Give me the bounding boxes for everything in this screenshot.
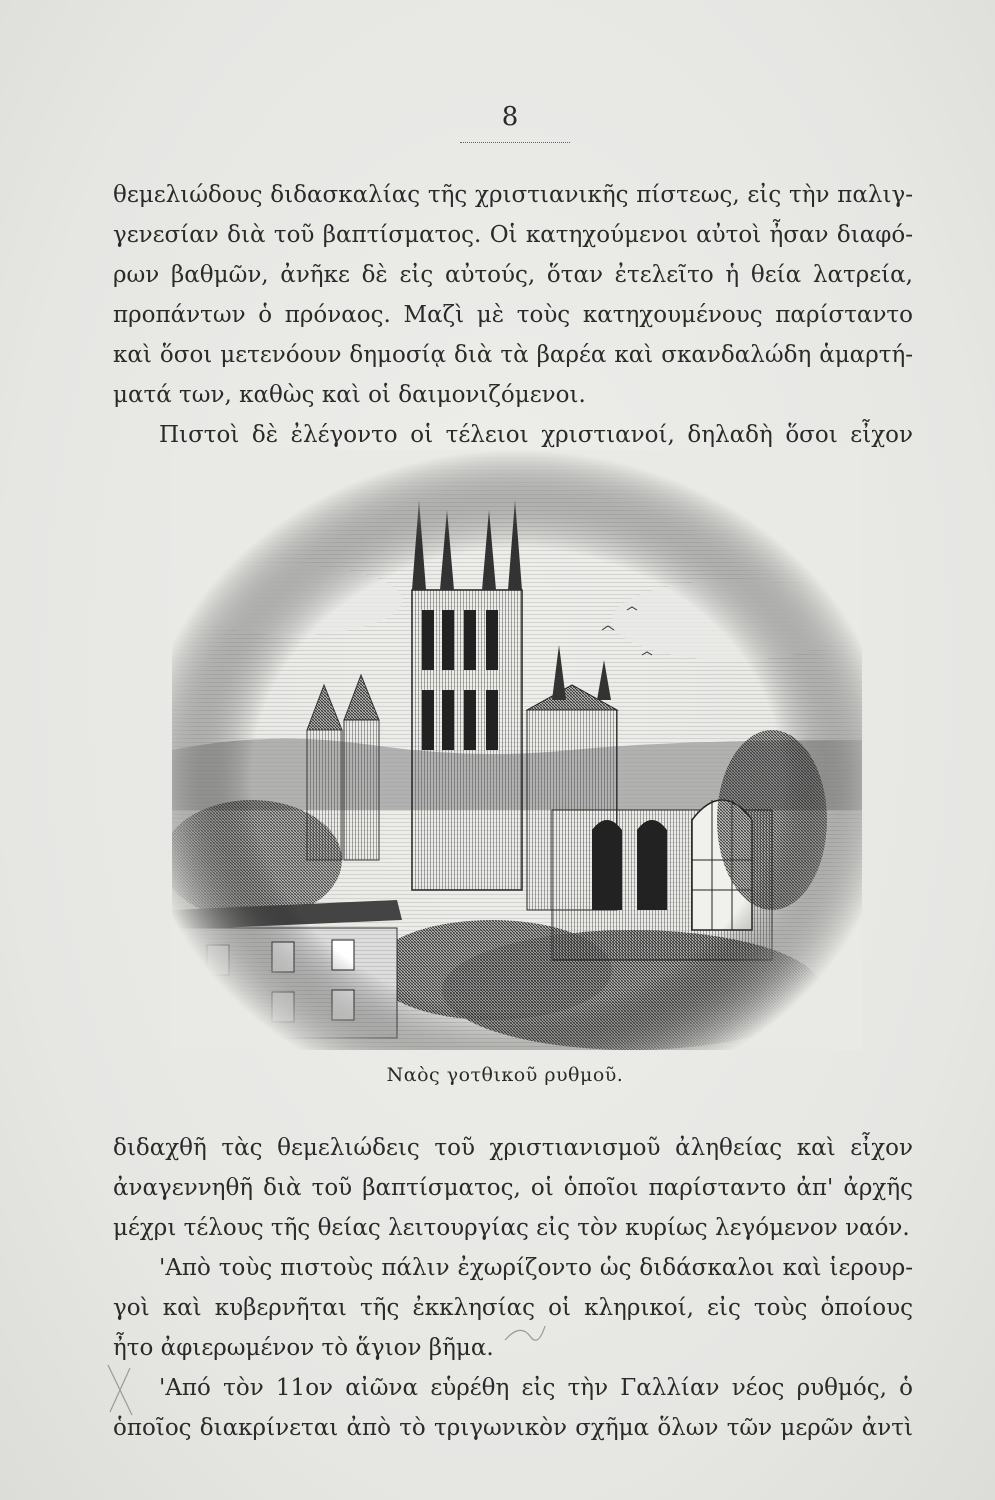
text-line: ρων βαθμῶν, ἀνῆκε δὲ εἰς αὐτούς, ὅταν ἐτελεῖτο ἡ θεία λατρεία,: [113, 262, 913, 288]
text-block-bottom: [113, 1128, 913, 1448]
page-number: 8: [501, 102, 519, 132]
text-line: διδαχθῆ τὰς θεμελιώδεις τοῦ χριστιανισμοῦ ἀληθείας καὶ εἶχον: [113, 1135, 913, 1161]
text-line: γοὶ καὶ κυβερνῆται τῆς ἐκκλησίας οἱ κληρικοί, εἰς τοὺς ὁποίους: [113, 1295, 913, 1321]
text-line: ἦτο ἀφιερωμένον τὸ ἅγιον βῆμα.: [113, 1335, 494, 1361]
text-line: ματά των, καθὼς καὶ οἱ δαιμονιζόμενοι.: [113, 382, 586, 408]
text-block-top: [113, 175, 913, 455]
text-line: 'Απὸ τοὺς πιστοὺς πάλιν ἐχωρίζοντο ὡς διδάσκαλοι καὶ ἱερουρ-: [159, 1255, 913, 1281]
text-line: γενεσίαν διὰ τοῦ βαπτίσματος. Οἱ κατηχούμενοι αὐτοὶ ἦσαν διαφό-: [113, 222, 913, 248]
pencil-check-mark: [500, 1318, 550, 1358]
text-line: ἀναγεννηθῆ διὰ τοῦ βαπτίσματος, οἱ ὁποῖοι παρίσταντο ἀπ' ἀρχῆς: [113, 1175, 913, 1201]
text-line: προπάντων ὁ πρόναος. Μαζὶ μὲ τοὺς κατηχουμένους παρίσταντο: [113, 302, 913, 328]
figure-caption: Ναὸς γοτθικοῦ ρυθμοῦ.: [386, 1064, 624, 1086]
text-line: ὁποῖος διακρίνεται ἀπὸ τὸ τριγωνικὸν σχῆμα ὅλων τῶν μερῶν ἀντὶ: [113, 1415, 913, 1441]
text-line: μέχρι τέλους τῆς θείας λειτουργίας εἰς τὸν κυρίως λεγόμενον ναόν.: [113, 1215, 910, 1241]
cathedral-engraving: [172, 450, 862, 1050]
text-line: θεμελιώδους διδασκαλίας τῆς χριστιανικῆς πίστεως, εἰς τὴν παλιγ-: [113, 182, 913, 208]
text-line: καὶ ὅσοι μετενόουν δημοσίᾳ διὰ τὰ βαρέα καὶ σκανδαλώδη ἁμαρτή-: [113, 342, 913, 368]
pencil-cross-mark: [100, 1360, 140, 1420]
page-number-rule: [460, 142, 570, 143]
text-line: Πιστοὶ δὲ ἐλέγοντο οἱ τέλειοι χριστιανοί, δηλαδὴ ὅσοι εἶχον: [159, 422, 913, 448]
text-line: 'Από τὸν 11ον αἰῶνα εὑρέθη εἰς τὴν Γαλλίαν νέος ρυθμός, ὁ: [159, 1375, 913, 1401]
